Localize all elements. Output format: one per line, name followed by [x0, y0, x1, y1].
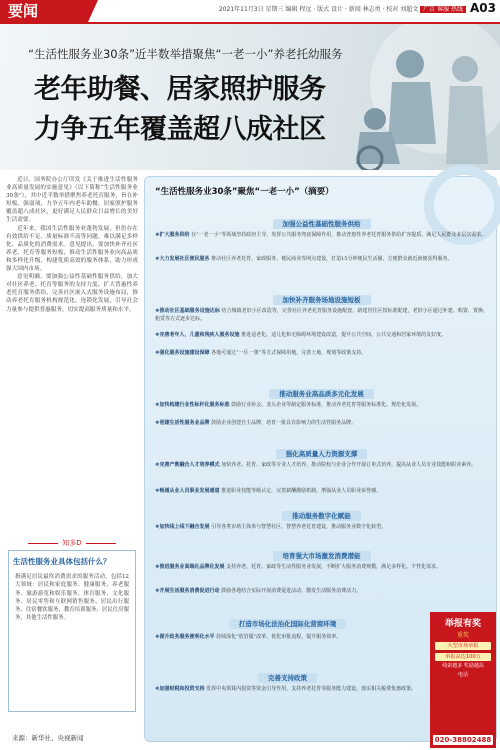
hero-banner [0, 24, 500, 170]
ad-tag: 大型市场举报 [435, 642, 491, 650]
know-more-heading: 生活性服务业具体包括什么？ [13, 557, 111, 566]
headline-line-2: 力争五年覆盖超八成社区 [34, 114, 326, 145]
header-meta [219, 4, 466, 13]
ad-tag: 举报高达100万 [435, 653, 491, 661]
article-paragraph: 近年来，我国生活性服务业蓬勃发展，但仍存在有效供给不足、质量标准不高等问题，难以满足多样化、品质化的消费需求。意见提出，要加快补齐社区养老、托育等服务短板，推动生活性服务业向高品质和多样化升级，构建优质高效的服务体系，助力形成强大国内市场。 [6, 225, 138, 273]
section-item: ❖加快线上线下融合发展 引导各类市场主体参与智慧社区、智慧养老托育建设，推动服务业数字化转型。 [155, 524, 387, 530]
section-item: ❖创建生活性服务业品牌 鼓励企业创建自主品牌，培育一批具有影响力的生活性服务品牌。 [155, 420, 357, 426]
section-item: ❖加快构建行业性标杆化服务标准 鼓励行业协会、龙头企业等制定服务标准，推动养老托育等服务标准化、规范化发展。 [155, 402, 422, 408]
page-number: A03 [470, 1, 496, 15]
article-paragraph: 近日，国务院办公厅印发《关于推进生活性服务业高质量发展的实施意见》（以下简称“生活性服务业30条”），其中近半数举措聚焦养老托育服务，旨在补短板、强弱项，力争五年内老年助餐、居家照护服务覆盖超八成社区，更好满足人民群众日益增长的美好生活需要。 [6, 177, 138, 224]
section-heading: 完善支持政策 [145, 673, 430, 682]
section-item: ❖大力发展社区便民服务 推动社区养老托育、家政服务、便民商业等网点建设，打造15分钟便民生活圈，方便群众就近就便获得服务。 [155, 256, 453, 262]
section-item: ❖提升政务服务便利化水平 持续深化“放管服”改革，优化审批流程，提升服务效率。 [155, 634, 342, 640]
page-header [0, 0, 500, 22]
section-item: ❖推进服务业高端化品牌化发展 支持养老、托育、家政等生活性服务业发展，不断扩大服务消费规模，满足多样化、个性化需求。 [155, 564, 442, 570]
section-heading: 强化高质量人力资源支撑 [145, 449, 498, 458]
know-more-box [8, 550, 136, 712]
section-tab: 要闻 [0, 0, 88, 22]
ad-subheadline: 重奖 [456, 632, 469, 639]
section-item: ❖开展生活服务消费促进行动 鼓励各地结合实际开展消费促进活动，激发生活服务消费活力。 [155, 588, 362, 594]
section-item: ❖完善产教融合人才培养模式 加快养老、托育、家政等专业人才培养，推动院校与企业合作开展订单式培养，提高从业人员专业技能和职业素养。 [155, 462, 477, 468]
section-item: ❖扩大服务供给 在“一老一小”等领域坚持政府主导，发挥公共服务兜底保障作用，推动普惠性养老托育服务供给扩容提质，满足人民群众多层次需求。 [155, 232, 487, 238]
section-heading: 加强公益性基础性服务供给 [145, 219, 498, 228]
section-heading: 推动服务数字化赋能 [145, 511, 498, 520]
headline-line-1: 老年助餐、居家照护服务 [34, 74, 326, 105]
ad-headline: 举报有奖 [444, 619, 481, 629]
ad-phone-label: 电话 [457, 672, 468, 678]
section-item: ❖畅通从业人员职业发展通道 推进职业技能等级认定，完善薪酬激励机制，增强从业人员职业荣誉感。 [155, 488, 382, 494]
know-more-body: 指满足居民最终消费需求的服务活动，包括12大领域：居民和家庭服务、健康服务、养老服务、旅游游览和娱乐服务、体育服务、文化服务、居民零售和互联网销售服务、居民出行服务、住宿餐饮服务、教育培训服务、居民住房服务、其他生活性服务。 [15, 574, 129, 622]
ad-phone-number[interactable]: 020-38802488 [434, 736, 492, 744]
article-paragraph: 意见明确，要加强公益性基础性服务供给，加大对社区养老、托育等服务的支持力度，扩大普惠性养老托育服务供给，完善社区嵌入式服务设施布局，推动养老托育服务机构规范化、连锁化发展，引导社会力量参与提供普惠服务，切实提高服务质量和水平。 [6, 274, 138, 313]
header-meta-badge: 广告 客服 热线 [420, 6, 466, 13]
section-item: ❖加强财税和投资支持 发挥中央预算内投资等资金引导作用，支持养老托育等服务能力建设，落实相关税费优惠政策。 [155, 686, 417, 692]
section-item: ❖推动社区基础服务设施达标 结合城镇老旧小区改造等，完善社区养老托育服务设施配套，新建居住区按标准配建，老旧小区通过补建、购置、置换、租赁等方式逐步达标。 [155, 308, 488, 322]
panel-title: “生活性服务业30条”聚焦“一老一小”（摘要） [155, 187, 334, 197]
section-heading: 培育强大市场激发消费潜能 [145, 551, 498, 560]
section-item: ❖完善老年人、儿童和残疾人服务设施 推进适老化、适儿化和无障碍环境建设改造，提升公共空间、公共交通和居家环境的友好度。 [155, 332, 447, 338]
section-heading: 加快补齐服务场地设施短板 [145, 295, 498, 304]
source-credit: 来源：新华社、央视新闻 [12, 734, 84, 742]
advertisement-box[interactable] [430, 612, 496, 748]
know-more-label: 知多D [6, 538, 138, 548]
section-item: ❖强化服务设施建设保障 各地可通过“一区一策”等方式保障用地，完善土地、规划等政策支持。 [155, 350, 367, 356]
section-heading: 推动服务业高品质多元化发展 [145, 389, 498, 398]
header-meta-line: 2021年11月3日 星期三 编辑 程远 · 版式 设计 · 新闻 林志勇 · 校对 刘超文 [218, 6, 419, 13]
ad-note: 线索越多 奖励越高 [442, 663, 484, 669]
section-heading: 打造市场化法治化国际化营商环境 [145, 619, 430, 628]
hero-kicker: “生活性服务业30条”近半数举措聚焦“一老一小”养老托幼服务 [28, 47, 343, 61]
